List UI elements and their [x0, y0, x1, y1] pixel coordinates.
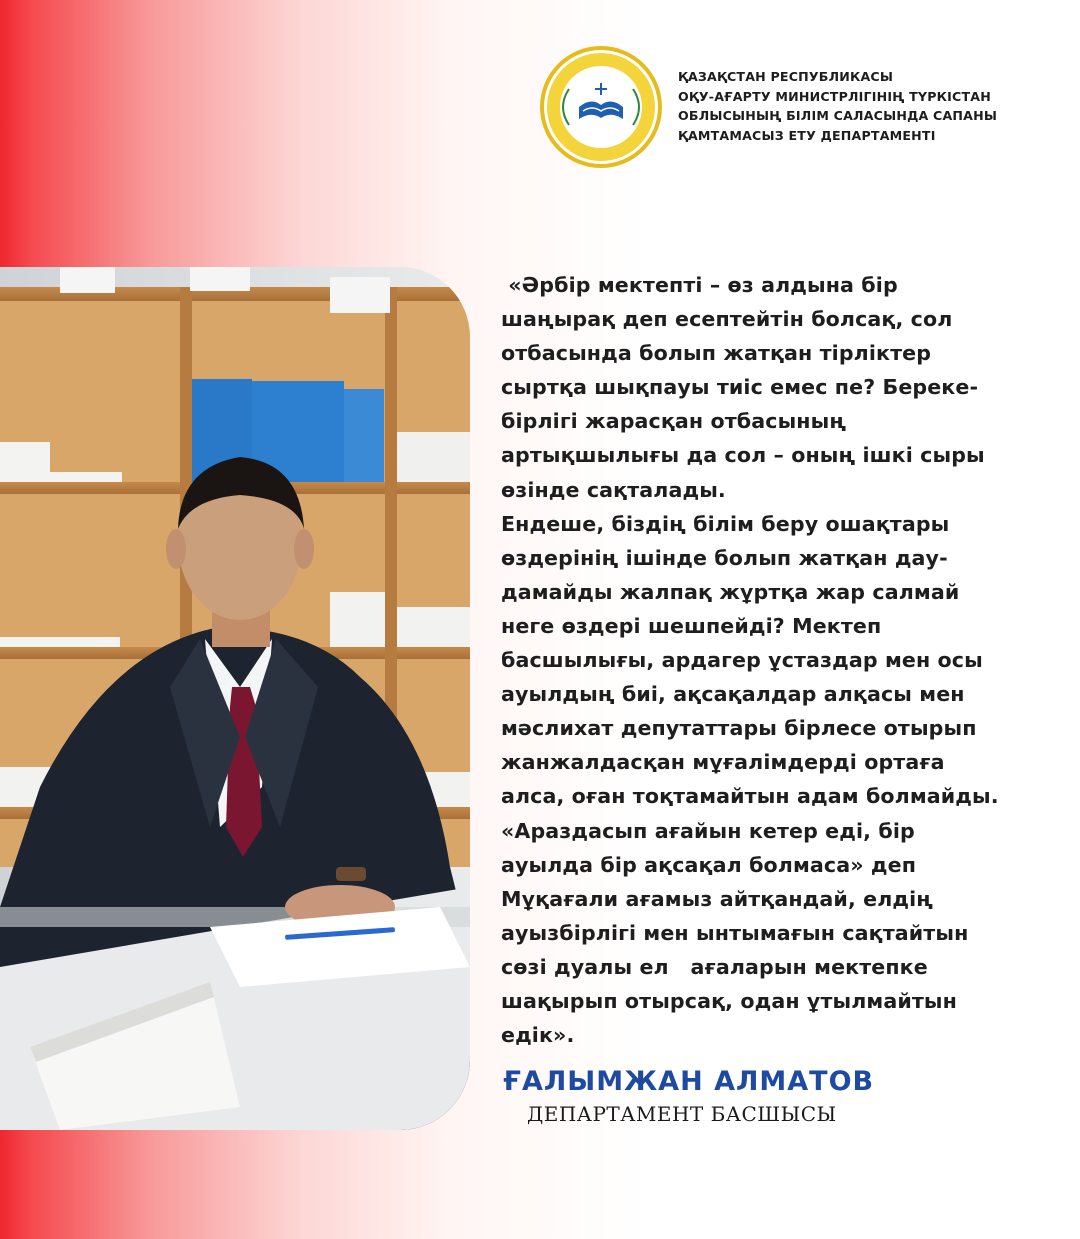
quote-line: неге өздері шешпейді? Мектеп [501, 613, 882, 638]
author-name: ҒАЛЫМЖАН АЛМАТОВ [503, 1066, 875, 1097]
organization-line: ОБЛЫСЫНЫҢ БІЛІМ САЛАСЫНДА САПАНЫ [678, 108, 998, 123]
quote-text [501, 268, 1061, 1052]
quote-line: шаңырақ деп есептейтін болсақ, сол [501, 307, 953, 332]
organization-line: ОҚУ-АҒАРТУ МИНИСТРЛІГІНІҢ ТҮРКІСТАН [678, 88, 991, 104]
quote-line: сөзі дуалы ел ағаларын мектепке [501, 954, 928, 979]
quote-line: «Әрбір мектепті – өз алдына бір [501, 273, 898, 297]
quote-line: алса, оған тоқтамайтын адам болмайды. [501, 784, 999, 809]
quote-line: «Араздасып ағайын кетер еді, бір [501, 818, 915, 843]
ministry-emblem-icon [539, 45, 663, 169]
quote-line: жанжалдасқан мұғалімдерді ортаға [501, 750, 945, 775]
quote-line: өздерінің ішінде болып жатқан дау- [501, 545, 948, 570]
quote-line: бірлігі жарасқан отбасының [501, 409, 847, 434]
author-title: ДЕПАРТАМЕНТ БАСШЫСЫ [527, 1102, 837, 1126]
quote-line: басшылығы, ардагер ұстаздар мен осы [501, 648, 983, 673]
organization-name [678, 67, 1068, 145]
quote-line: өзінде сақталады. [501, 477, 726, 502]
quote-line: едік». [501, 1023, 575, 1048]
quote-line: Мұқағали ағамыз айтқандай, елдің [501, 886, 934, 911]
portrait-photo [0, 267, 470, 1130]
quote-line: ауылдың биі, ақсақалдар алқасы мен [501, 682, 965, 707]
organization-line: ҚАЗАҚСТАН РЕСПУБЛИКАСЫ [678, 69, 894, 84]
quote-line: артықшылығы да сол – оның ішкі сыры [501, 443, 985, 468]
quote-line: Ендеше, біздің білім беру ошақтары [501, 511, 950, 536]
organization-line: ҚАМТАМАСЫЗ ЕТУ ДЕПАРТАМЕНТІ [678, 127, 936, 143]
quote-line: сыртқа шықпауы тиіс емес пе? Береке- [501, 375, 979, 400]
quote-line: мәслихат депутаттары бірлесе отырып [501, 716, 977, 741]
quote-line: шақырып отырсақ, одан ұтылмайтын [501, 988, 957, 1013]
quote-line: ауызбірлігі мен ынтымағын сақтайтын [501, 920, 969, 945]
quote-line: дамайды жалпақ жұртқа жар салмай [501, 579, 960, 604]
quote-line: отбасында болып жатқан тірліктер [501, 341, 932, 366]
quote-line: ауылда бір ақсақал болмаса» деп [501, 852, 917, 877]
